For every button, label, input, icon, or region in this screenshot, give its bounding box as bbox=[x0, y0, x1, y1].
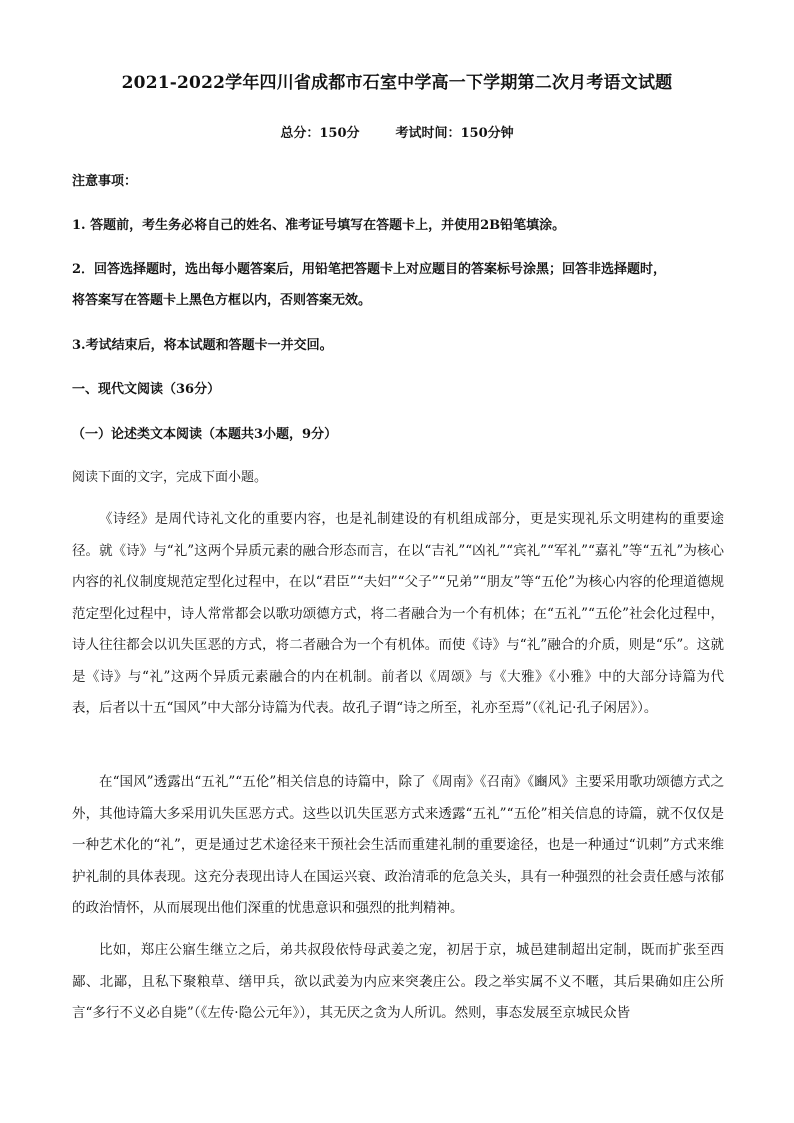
passage-paragraph-3 bbox=[72, 935, 724, 1030]
passage-paragraph-2-text: 在“国风”透露出“五礼”“五伦”相关信息的诗篇中，除了《周南》《召南》《豳风》主要采用歌功颂德方式之外，其他诗篇大多采用讥失匡恶方式。这些以讥失匡恶方式来透露“五礼”“五伦”相关信息的诗篇，就不仅仅是一种艺术化的“礼”，更是通过艺术途径来干预社会生活而重建礼制的重要途径，也是一种通过“讥刺”方式来维护礼制的具体表现。这充分表现出诗人在国运兴衰、政治清乖的危急关头，具有一种强烈的社会责任感与浓郁的政治情怀，从而展现出他们深重的忧患意识和强烈的批判精神。 bbox=[72, 774, 724, 916]
notice-item-3: 3.考试结束后，将本试题和答题卡一并交回。 bbox=[72, 338, 333, 353]
passage-paragraph-1-text: 《诗经》是周代诗礼文化的重要内容，也是礼制建设的有机组成部分，更是实现礼乐文明建构的重要途径。就《诗》与“礼”这两个异质元素的融合形态而言，在以“吉礼”“凶礼”“宾礼”“军礼”“嘉礼”等“五礼”为核心内容的礼仪制度规范定型化过程中，在以“君臣”“夫妇”“父子”“兄弟”“朋友”等“五伦”为核心内容的伦理道德规范定型化过程中，诗人常常都会以歌功颂德方式，将二者融合为一个有机体；在“五礼”“五伦”社会化过程中，诗人往往都会以讥失匡恶的方式，将二者融合为一个有机体。而使《诗》与“礼”融合的介质，则是“乐”。这就是《诗》与“礼”这两个异质元素融合的内在机制。前者以《周颂》与《大雅》《小雅》中的大部分诗篇为代表，后者以十五“国风”中大部分诗篇为代表。故孔子谓“诗之所至，礼亦至焉”（《礼记·孔子闲居》）。 bbox=[72, 511, 724, 716]
total-score: 总分：150分 bbox=[280, 126, 360, 141]
page-title: 2021-2022学年四川省成都市石室中学高一下学期第二次月考语文试题 bbox=[121, 73, 673, 93]
reading-instruction: 阅读下面的文字，完成下面小题。 bbox=[72, 470, 268, 485]
section-heading: 一、现代文阅读（36分） bbox=[72, 382, 221, 397]
notice-item-2-line-1: 2．回答选择题时，选出每小题答案后，用铅笔把答题卡上对应题目的答案标号涂黑；回答非选择题时， bbox=[72, 262, 667, 277]
passage-paragraph-1 bbox=[72, 504, 724, 725]
sub-section-heading: （一）论述类文本阅读（本题共3小题，9分） bbox=[72, 427, 338, 442]
passage-paragraph-3-text: 比如，郑庄公寤生继立之后，弟共叔段依恃母武姜之宠，初居于京，城邑建制超出定制，既而扩张至西鄙、北鄙，且私下聚粮草、缮甲兵，欲以武姜为内应来突袭庄公。段之举实属不义不暱，其后果确如庄公所言“多行不义必自毙”（《左传·隐公元年》），其无厌之贪为人所讥。然则，事态发展至京城民众皆 bbox=[72, 942, 724, 1021]
passage-paragraph-2 bbox=[72, 767, 724, 925]
notice-item-1: 1. 答题前，考生务必将自己的姓名、准考证号填写在答题卡上，并使用2B铅笔填涂。 bbox=[72, 218, 566, 233]
exam-time: 考试时间：150分钟 bbox=[395, 126, 514, 141]
notice-heading: 注意事项： bbox=[72, 174, 138, 189]
notice-item-2-line-2: 将答案写在答题卡上黑色方框以内，否则答案无效。 bbox=[72, 293, 372, 308]
exam-meta bbox=[0, 122, 794, 141]
